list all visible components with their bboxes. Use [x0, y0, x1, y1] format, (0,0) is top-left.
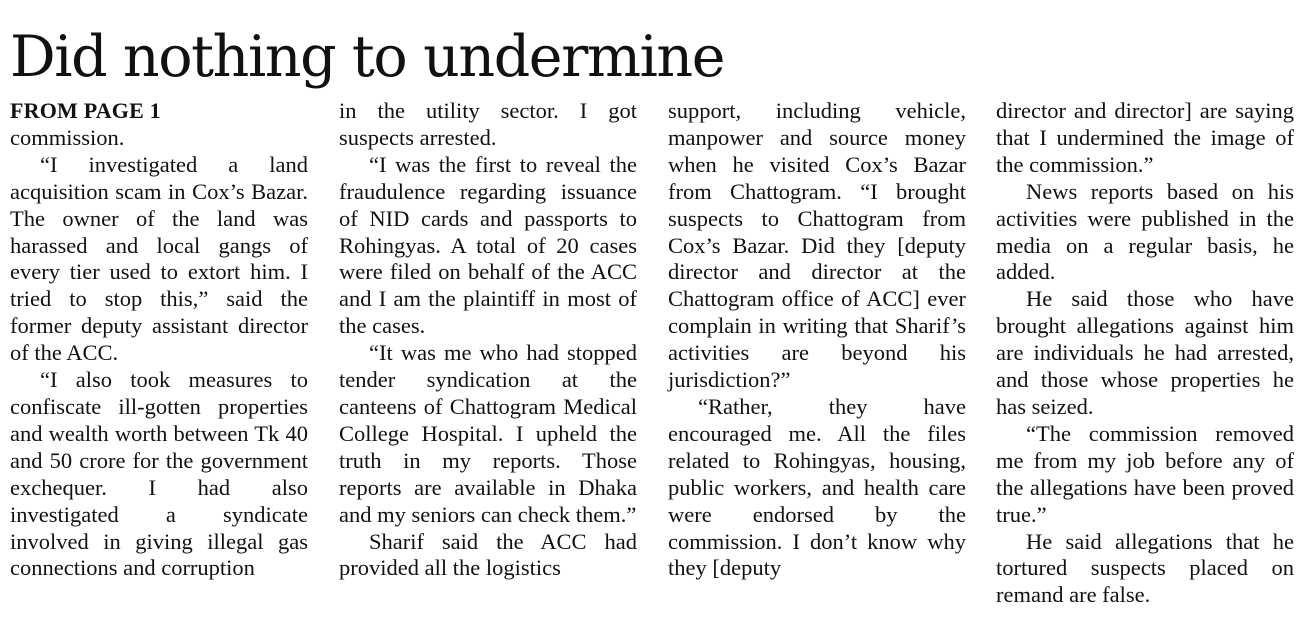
paragraph: support, including vehicle, manpower and source money when he visited Cox’s Bazar from Chattogram. “I brought suspects to Chattogram from Cox’s Bazar. Did they [deputy director and director at the Chattogram office of ACC] ever complain in writing that Sharif’s activities are beyond his jurisdiction?”	[668, 98, 966, 393]
paragraph: “I also took measures to confiscate ill-gotten properties and wealth worth between Tk 40 and 50 crore for the government exchequer. I had also investigated a syndicate involved in giving illegal gas connections and corruption	[10, 367, 308, 581]
paragraph: “I was the first to reveal the fraudulence regarding issuance of NID cards and passports to Rohingyas. A total of 20 cases were filed on behalf of the ACC and I am the plaintiff in most of the cases.	[339, 151, 637, 339]
paragraph: “I investigated a land acquisition scam in Cox’s Bazar. The owner of the land was harassed and local gangs of every tier used to extort him. I tried to stop this,” said the former deputy assistant director of the ACC.	[10, 151, 308, 366]
paragraph: News reports based on his activities were published in the media on a regular basis, he added.	[996, 178, 1294, 285]
paragraph: He said those who have brought allegations against him are individuals he had arrested, and those whose properties he has seized.	[996, 286, 1294, 419]
article-column-4	[996, 98, 1294, 609]
paragraph: “Rather, they have encouraged me. All the files related to Rohingyas, housing, public workers, and health care were endorsed by the commission. I don’t know why they [deputy	[668, 393, 966, 581]
headline: Did nothing to undermine	[10, 24, 725, 90]
paragraph: director and director] are saying that I undermined the image of the commission.”	[996, 98, 1294, 177]
paragraph: in the utility sector. I got suspects arrested.	[339, 98, 637, 150]
article-column-3	[668, 98, 966, 582]
paragraph: “The commission removed me from my job before any of the allegations have been proved true.”	[996, 420, 1294, 527]
paragraph: He said allegations that he tortured suspects placed on remand are false.	[996, 528, 1294, 608]
article-column-1	[10, 98, 308, 582]
paragraph: commission.	[10, 124, 125, 150]
continued-from-label: FROM PAGE 1	[10, 98, 161, 123]
article-column-2	[339, 98, 637, 582]
paragraph: “It was me who had stopped tender syndication at the canteens of Chattogram Medical College Hospital. I upheld the truth in my reports. Those reports are available in Dhaka and my seniors can check them.”	[339, 340, 637, 527]
paragraph: Sharif said the ACC had provided all the logistics	[339, 528, 637, 581]
